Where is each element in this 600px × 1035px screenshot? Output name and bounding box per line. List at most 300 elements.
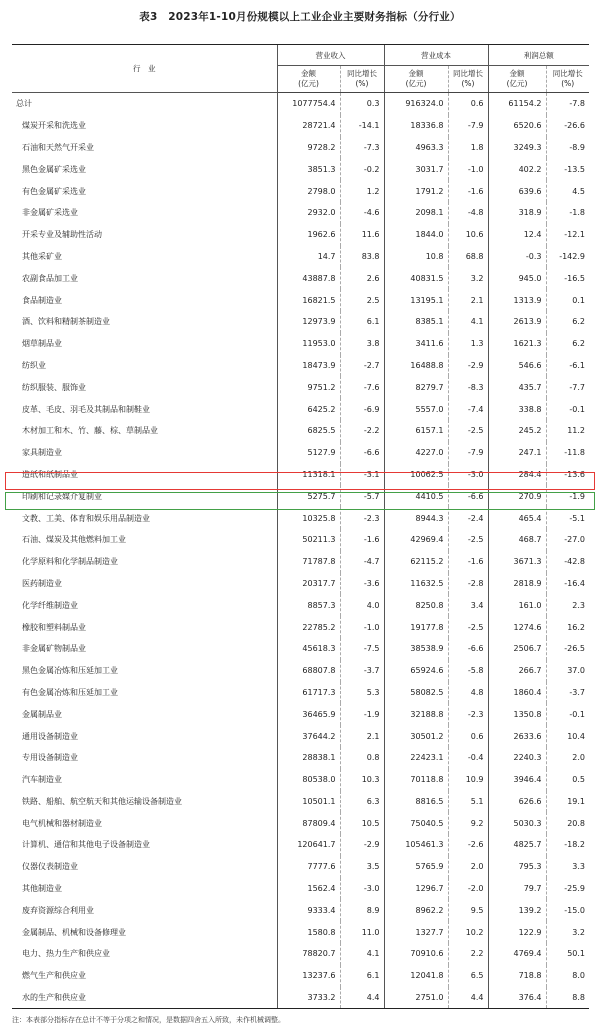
cost-amount-cell: 8944.3 (384, 507, 448, 529)
revenue-growth-cell: 83.8 (340, 246, 384, 268)
table-row (12, 616, 589, 638)
industry-name: 电气机械和器材制造业 (22, 818, 102, 828)
cost-amount-cell: 1791.2 (384, 180, 448, 202)
revenue-amount-cell: 28838.1 (277, 747, 340, 769)
revenue-amount-cell: 45618.3 (277, 638, 340, 660)
revenue-growth-cell: 3.5 (340, 856, 384, 878)
table-row (12, 660, 589, 682)
cost-growth-cell: 6.5 (448, 965, 488, 987)
revenue-growth-cell: 2.5 (340, 289, 384, 311)
industry-name: 总计 (16, 99, 32, 109)
table-body (12, 93, 589, 1009)
cost-amount-cell: 5557.0 (384, 398, 448, 420)
profit-growth-cell: -13.6 (546, 464, 589, 486)
cost-amount-cell: 8385.1 (384, 311, 448, 333)
profit-growth-cell: -25.9 (546, 878, 589, 900)
cost-growth-cell: 68.8 (448, 246, 488, 268)
revenue-amount-cell: 9333.4 (277, 899, 340, 921)
revenue-growth-cell: -3.6 (340, 573, 384, 595)
cost-growth-cell: -2.6 (448, 834, 488, 856)
profit-growth-cell: 4.5 (546, 180, 589, 202)
cost-amount-cell: 4410.5 (384, 485, 448, 507)
revenue-amount-cell: 10501.1 (277, 791, 340, 813)
profit-amount-cell: 4825.7 (488, 834, 546, 856)
profit-amount-cell: 139.2 (488, 899, 546, 921)
cost-amount-cell: 1296.7 (384, 878, 448, 900)
table-row (12, 507, 589, 529)
total-row (12, 93, 589, 115)
industry-name: 燃气生产和供应业 (22, 971, 86, 981)
industry-name: 煤炭开采和洗选业 (22, 121, 86, 131)
profit-amount-cell: 546.6 (488, 355, 546, 377)
profit-amount-cell: 435.7 (488, 376, 546, 398)
table-row (12, 311, 589, 333)
revenue-amount-cell: 87809.4 (277, 812, 340, 834)
industry-header: 行 业 (12, 45, 277, 93)
revenue-growth-cell: 4.1 (340, 943, 384, 965)
profit-amount-cell: 4769.4 (488, 943, 546, 965)
revenue-amount-cell: 1580.8 (277, 921, 340, 943)
revenue-growth-cell: -2.7 (340, 355, 384, 377)
industry-name: 纺织服装、服饰业 (22, 382, 86, 392)
profit-growth-cell: -12.1 (546, 224, 589, 246)
revenue-growth-cell: -2.2 (340, 420, 384, 442)
cost-growth-cell: -5.8 (448, 660, 488, 682)
industry-name: 水的生产和供应业 (12, 987, 277, 1009)
cost-growth-cell: 3.2 (448, 267, 488, 289)
industry-name: 铁路、船舶、航空航天和其他运输设备制造业 (22, 796, 182, 806)
cost-amount-cell: 1327.7 (384, 921, 448, 943)
cost-growth-cell: -8.3 (448, 376, 488, 398)
revenue-amount-cell: 1562.4 (277, 878, 340, 900)
revenue-growth-cell: -7.3 (340, 137, 384, 159)
profit-amount-cell: 2240.3 (488, 747, 546, 769)
industry-name: 黑色金属冶炼和压延加工业 (22, 666, 118, 676)
industry-name: 印刷和记录媒介复制业 (22, 491, 102, 501)
cost-growth-cell: -7.9 (448, 442, 488, 464)
cost-growth-cell: 10.6 (448, 224, 488, 246)
revenue-amount-cell: 68807.8 (277, 660, 340, 682)
cost-growth-cell: -4.8 (448, 202, 488, 224)
industry-name: 有色金属冶炼和压延加工业 (22, 687, 118, 697)
revenue-amount-cell: 10325.8 (277, 507, 340, 529)
cost-amount-cell: 18336.8 (384, 115, 448, 137)
revenue-growth-cell: 4.0 (340, 594, 384, 616)
highlight-box-red (5, 472, 595, 490)
revenue-amount-cell: 6825.5 (277, 420, 340, 442)
profit-amount-header: 金额 (亿元) (488, 66, 546, 93)
cost-growth-header: 同比增长 (%) (448, 66, 488, 93)
revenue-amount-cell: 16821.5 (277, 289, 340, 311)
revenue-amount-cell: 71787.8 (277, 551, 340, 573)
revenue-growth-cell: -2.9 (340, 834, 384, 856)
revenue-amount-cell: 5127.9 (277, 442, 340, 464)
profit-amount-cell: 1860.4 (488, 682, 546, 704)
profit-growth-cell: 2.0 (546, 747, 589, 769)
profit-growth-cell: -0.1 (546, 703, 589, 725)
cost-growth-cell: 2.0 (448, 856, 488, 878)
revenue-amount-cell: 7777.6 (277, 856, 340, 878)
cost-amount-cell: 1844.0 (384, 224, 448, 246)
cost-amount-cell: 4963.3 (384, 137, 448, 159)
profit-amount-cell: 318.9 (488, 202, 546, 224)
table-row (12, 267, 589, 289)
revenue-growth-cell: -14.1 (340, 115, 384, 137)
revenue-growth-cell: -1.9 (340, 703, 384, 725)
cost-growth-cell: 0.6 (448, 725, 488, 747)
cost-amount-cell: 75040.5 (384, 812, 448, 834)
profit-amount-cell: -0.3 (488, 246, 546, 268)
industry-name: 废弃资源综合利用业 (22, 905, 94, 915)
table-row (12, 246, 589, 268)
revenue-growth-cell: 8.9 (340, 899, 384, 921)
cost-amount-cell: 105461.3 (384, 834, 448, 856)
industry-name: 金属制品业 (22, 709, 62, 719)
revenue-amount-cell: 2932.0 (277, 202, 340, 224)
profit-growth-cell: -16.5 (546, 267, 589, 289)
cost-amount-cell: 4227.0 (384, 442, 448, 464)
profit-amount-cell: 468.7 (488, 529, 546, 551)
table-row (12, 834, 589, 856)
cost-amount-cell: 8250.8 (384, 594, 448, 616)
revenue-amount-cell: 120641.7 (277, 834, 340, 856)
profit-amount-cell: 1313.9 (488, 289, 546, 311)
revenue-amount-cell: 9751.2 (277, 376, 340, 398)
profit-amount-cell: 338.8 (488, 398, 546, 420)
industry-name: 金属制品、机械和设备修理业 (22, 927, 126, 937)
table-row (12, 878, 589, 900)
industry-name: 化学原料和化学制品制造业 (22, 557, 118, 567)
profit-growth-cell: 8.8 (546, 987, 589, 1009)
cost-growth-cell: -2.5 (448, 616, 488, 638)
profit-amount-cell: 5030.3 (488, 812, 546, 834)
revenue-growth-cell: -3.7 (340, 660, 384, 682)
cost-growth-cell: -2.0 (448, 878, 488, 900)
table-row (12, 791, 589, 813)
cost-amount-cell: 62115.2 (384, 551, 448, 573)
profit-growth-cell: 50.1 (546, 943, 589, 965)
cost-growth-cell: 4.8 (448, 682, 488, 704)
revenue-amount-cell: 3733.2 (277, 987, 340, 1009)
cost-growth-cell: -2.5 (448, 420, 488, 442)
profit-amount-cell: 945.0 (488, 267, 546, 289)
profit-growth-cell: -6.1 (546, 355, 589, 377)
profit-amount-cell: 284.4 (488, 464, 546, 486)
industry-name: 电力、热力生产和供应业 (22, 949, 110, 959)
profit-growth-header: 同比增长 (%) (546, 66, 589, 93)
profit-amount-cell: 2613.9 (488, 311, 546, 333)
revenue-growth-cell: -0.2 (340, 158, 384, 180)
industry-name: 非金属矿采选业 (22, 208, 78, 218)
industry-name: 仪器仪表制造业 (22, 862, 78, 872)
table-row (12, 856, 589, 878)
profit-amount-cell: 79.7 (488, 878, 546, 900)
revenue-growth-cell: 6.1 (340, 311, 384, 333)
table-row (12, 747, 589, 769)
cost-amount-cell: 13195.1 (384, 289, 448, 311)
revenue-amount-cell: 12973.9 (277, 311, 340, 333)
revenue-growth-cell: -1.0 (340, 616, 384, 638)
profit-growth-cell: -26.6 (546, 115, 589, 137)
table-row (12, 899, 589, 921)
revenue-amount-cell: 5275.7 (277, 485, 340, 507)
profit-growth-cell: 11.2 (546, 420, 589, 442)
revenue-amount-cell: 20317.7 (277, 573, 340, 595)
revenue-growth-cell: -1.6 (340, 529, 384, 551)
profit-amount-cell: 3946.4 (488, 769, 546, 791)
profit-growth-cell: -3.7 (546, 682, 589, 704)
profit-amount-cell: 61154.2 (488, 93, 546, 115)
revenue-growth-cell: -2.3 (340, 507, 384, 529)
industry-name: 通用设备制造业 (22, 731, 78, 741)
revenue-growth-cell: 10.3 (340, 769, 384, 791)
footnote: 注：本表部分指标存在总计不等于分项之和情况，是数据四舍五入所致，未作机械调整。 (12, 1016, 285, 1024)
revenue-growth-cell: 5.3 (340, 682, 384, 704)
cost-growth-cell: 2.1 (448, 289, 488, 311)
industry-name: 开采专业及辅助性活动 (22, 230, 102, 240)
financial-table (12, 44, 589, 1009)
revenue-growth-cell: 6.1 (340, 965, 384, 987)
profit-growth-cell: -18.2 (546, 834, 589, 856)
profit-growth-cell: 16.2 (546, 616, 589, 638)
profit-growth-cell: 6.2 (546, 333, 589, 355)
table-row (12, 965, 589, 987)
table-row (12, 551, 589, 573)
industry-name: 汽车制造业 (22, 775, 62, 785)
revenue-amount-cell: 2798.0 (277, 180, 340, 202)
revenue-amount-cell: 6425.2 (277, 398, 340, 420)
table-title: 表3 2023年1-10月份规模以上工业企业主要财务指标（分行业） (139, 11, 461, 23)
industry-name: 皮革、毛皮、羽毛及其制品和制鞋业 (22, 404, 150, 414)
cost-amount-cell: 16488.8 (384, 355, 448, 377)
profit-growth-cell: -5.1 (546, 507, 589, 529)
profit-growth-cell: 3.3 (546, 856, 589, 878)
cost-growth-cell: 9.5 (448, 899, 488, 921)
cost-growth-cell: 3.4 (448, 594, 488, 616)
revenue-growth-cell: 3.8 (340, 333, 384, 355)
cost-growth-cell: -2.3 (448, 703, 488, 725)
cost-growth-cell: -6.6 (448, 485, 488, 507)
profit-amount-cell: 2818.9 (488, 573, 546, 595)
industry-name: 专用设备制造业 (22, 753, 78, 763)
cost-header: 营业成本 (384, 45, 488, 66)
table-row (12, 769, 589, 791)
profit-growth-cell: -8.9 (546, 137, 589, 159)
cost-growth-cell: 9.2 (448, 812, 488, 834)
table-row (12, 398, 589, 420)
profit-growth-cell: -1.8 (546, 202, 589, 224)
revenue-growth-header: 同比增长 (%) (340, 66, 384, 93)
industry-name: 其他制造业 (22, 884, 62, 894)
revenue-growth-cell: -4.6 (340, 202, 384, 224)
profit-growth-cell: 0.1 (546, 289, 589, 311)
revenue-growth-cell: -7.5 (340, 638, 384, 660)
profit-growth-cell: 2.3 (546, 594, 589, 616)
table-row (12, 682, 589, 704)
cost-amount-cell: 70118.8 (384, 769, 448, 791)
revenue-growth-cell: 2.1 (340, 725, 384, 747)
table-row (12, 638, 589, 660)
table-row (12, 420, 589, 442)
profit-growth-cell: -27.0 (546, 529, 589, 551)
cost-growth-cell: 5.1 (448, 791, 488, 813)
revenue-amount-cell: 18473.9 (277, 355, 340, 377)
profit-amount-cell: 12.4 (488, 224, 546, 246)
revenue-amount-cell: 80538.0 (277, 769, 340, 791)
revenue-growth-cell: 4.4 (340, 987, 384, 1009)
revenue-amount-cell: 1962.6 (277, 224, 340, 246)
profit-growth-cell: -26.5 (546, 638, 589, 660)
cost-growth-cell: -7.9 (448, 115, 488, 137)
profit-growth-cell: 3.2 (546, 921, 589, 943)
cost-growth-cell: 4.1 (448, 311, 488, 333)
cost-amount-cell: 5765.9 (384, 856, 448, 878)
revenue-growth-cell: 10.5 (340, 812, 384, 834)
cost-amount-cell: 12041.8 (384, 965, 448, 987)
revenue-growth-cell: 11.6 (340, 224, 384, 246)
table-row (12, 921, 589, 943)
revenue-amount-cell: 13237.6 (277, 965, 340, 987)
profit-amount-cell: 3671.3 (488, 551, 546, 573)
profit-growth-cell: -7.7 (546, 376, 589, 398)
table-row (12, 703, 589, 725)
profit-growth-cell: -7.8 (546, 93, 589, 115)
revenue-amount-cell: 43887.8 (277, 267, 340, 289)
industry-name: 有色金属矿采选业 (22, 186, 86, 196)
cost-amount-cell: 42969.4 (384, 529, 448, 551)
profit-amount-cell: 247.1 (488, 442, 546, 464)
industry-name: 黑色金属矿采选业 (22, 164, 86, 174)
profit-amount-cell: 1274.6 (488, 616, 546, 638)
profit-growth-cell: -13.5 (546, 158, 589, 180)
revenue-amount-header: 金额 (亿元) (277, 66, 340, 93)
cost-amount-cell: 19177.8 (384, 616, 448, 638)
revenue-growth-cell: 2.6 (340, 267, 384, 289)
revenue-amount-cell: 9728.2 (277, 137, 340, 159)
table-row (12, 812, 589, 834)
cost-growth-cell: -6.6 (448, 638, 488, 660)
profit-amount-cell: 161.0 (488, 594, 546, 616)
revenue-amount-cell: 28721.4 (277, 115, 340, 137)
profit-amount-cell: 2633.6 (488, 725, 546, 747)
profit-growth-cell: 6.2 (546, 311, 589, 333)
cost-amount-cell: 30501.2 (384, 725, 448, 747)
profit-growth-cell: -142.9 (546, 246, 589, 268)
revenue-growth-cell: -3.1 (340, 464, 384, 486)
cost-amount-cell: 32188.8 (384, 703, 448, 725)
revenue-amount-cell: 22785.2 (277, 616, 340, 638)
profit-growth-cell: 37.0 (546, 660, 589, 682)
profit-amount-cell: 626.6 (488, 791, 546, 813)
cost-amount-cell: 70910.6 (384, 943, 448, 965)
table-row (12, 943, 589, 965)
table-row (12, 202, 589, 224)
profit-amount-cell: 2506.7 (488, 638, 546, 660)
profit-growth-cell: 0.5 (546, 769, 589, 791)
profit-growth-cell: -16.4 (546, 573, 589, 595)
table-row (12, 158, 589, 180)
profit-amount-cell: 402.2 (488, 158, 546, 180)
revenue-growth-cell: -3.0 (340, 878, 384, 900)
profit-growth-cell: -42.8 (546, 551, 589, 573)
industry-name: 医药制造业 (22, 578, 62, 588)
cost-amount-cell: 58082.5 (384, 682, 448, 704)
industry-name: 橡胶和塑料制品业 (22, 622, 86, 632)
table-row (12, 355, 589, 377)
revenue-growth-cell: 1.2 (340, 180, 384, 202)
revenue-amount-cell: 8857.3 (277, 594, 340, 616)
table-row (12, 529, 589, 551)
industry-name: 文教、工美、体育和娱乐用品制造业 (22, 513, 150, 523)
profit-header: 利润总额 (488, 45, 589, 66)
revenue-amount-cell: 37644.2 (277, 725, 340, 747)
revenue-amount-cell: 3851.3 (277, 158, 340, 180)
profit-growth-cell: -0.1 (546, 398, 589, 420)
revenue-amount-cell: 61717.3 (277, 682, 340, 704)
cost-amount-cell: 22423.1 (384, 747, 448, 769)
revenue-growth-cell: 0.3 (340, 93, 384, 115)
revenue-growth-cell: 11.0 (340, 921, 384, 943)
cost-amount-cell: 6157.1 (384, 420, 448, 442)
industry-name: 农副食品加工业 (22, 273, 78, 283)
profit-growth-cell: 20.8 (546, 812, 589, 834)
revenue-amount-cell: 50211.3 (277, 529, 340, 551)
industry-name: 石油和天然气开采业 (22, 142, 94, 152)
profit-amount-cell: 1621.3 (488, 333, 546, 355)
profit-amount-cell: 270.9 (488, 485, 546, 507)
industry-name: 酒、饮料和精制茶制造业 (22, 317, 110, 327)
industry-name: 食品制造业 (22, 295, 62, 305)
cost-growth-cell: -2.5 (448, 529, 488, 551)
cost-growth-cell: 4.4 (448, 987, 488, 1009)
revenue-amount-cell: 78820.7 (277, 943, 340, 965)
cost-growth-cell: 1.8 (448, 137, 488, 159)
profit-growth-cell: 10.4 (546, 725, 589, 747)
revenue-amount-cell: 36465.9 (277, 703, 340, 725)
revenue-amount-cell: 11953.0 (277, 333, 340, 355)
cost-growth-cell: 2.2 (448, 943, 488, 965)
revenue-growth-cell: -5.7 (340, 485, 384, 507)
industry-name: 计算机、通信和其他电子设备制造业 (22, 840, 150, 850)
cost-amount-cell: 3031.7 (384, 158, 448, 180)
table-row (12, 115, 589, 137)
table-row (12, 442, 589, 464)
profit-amount-cell: 245.2 (488, 420, 546, 442)
table-row (12, 594, 589, 616)
profit-growth-cell: 19.1 (546, 791, 589, 813)
table-row (12, 376, 589, 398)
table-row (12, 987, 589, 1009)
profit-growth-cell: -15.0 (546, 899, 589, 921)
revenue-amount-cell: 1077754.4 (277, 93, 340, 115)
revenue-amount-cell: 14.7 (277, 246, 340, 268)
profit-amount-cell: 266.7 (488, 660, 546, 682)
cost-growth-cell: -1.6 (448, 180, 488, 202)
revenue-growth-cell: 0.8 (340, 747, 384, 769)
cost-amount-cell: 916324.0 (384, 93, 448, 115)
industry-name: 纺织业 (22, 360, 46, 370)
cost-amount-cell: 2098.1 (384, 202, 448, 224)
revenue-growth-cell: -6.6 (340, 442, 384, 464)
revenue-growth-cell: -6.9 (340, 398, 384, 420)
profit-amount-cell: 3249.3 (488, 137, 546, 159)
revenue-growth-cell: -4.7 (340, 551, 384, 573)
profit-growth-cell: 8.0 (546, 965, 589, 987)
profit-amount-cell: 465.4 (488, 507, 546, 529)
profit-growth-cell: -1.9 (546, 485, 589, 507)
cost-amount-cell: 10062.5 (384, 464, 448, 486)
cost-growth-cell: 10.9 (448, 769, 488, 791)
